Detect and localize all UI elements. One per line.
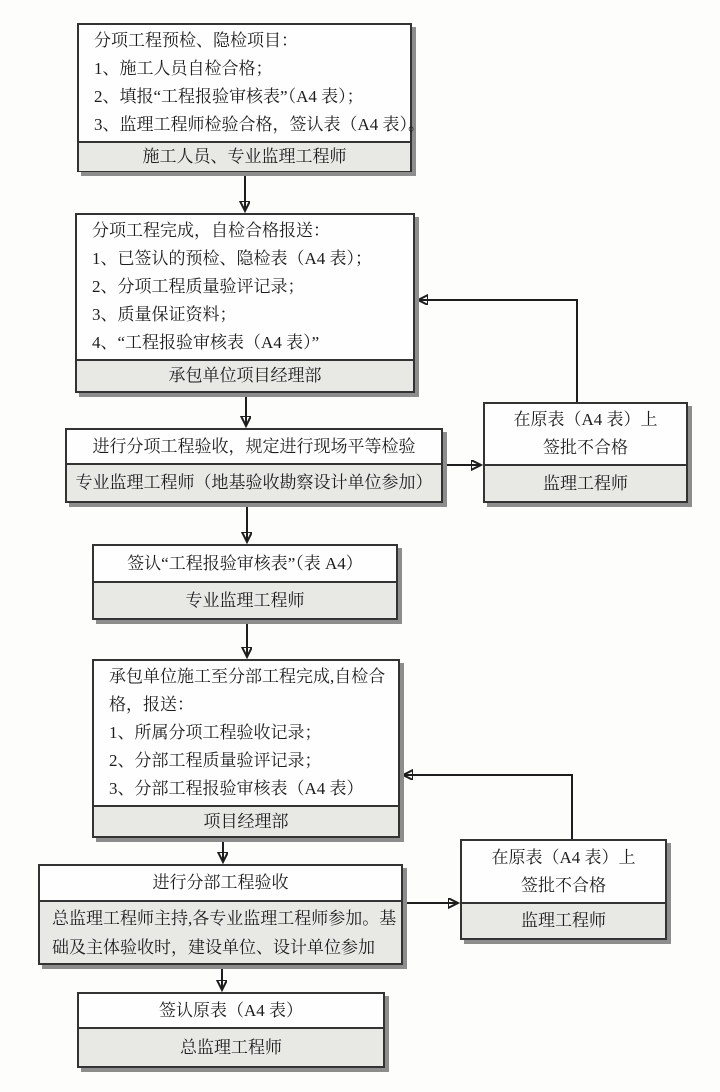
step-sign-review-form-box xyxy=(92,544,398,620)
text-line: 总监理工程师 xyxy=(180,1037,282,1057)
text-line: 2、填报“工程报验审核表”（A4 表）； xyxy=(94,87,364,106)
text-line: 1、所属分项工程验收记录； xyxy=(109,723,322,742)
step-subitem-complete-description xyxy=(77,215,413,359)
arrow-reject1-back-to-step2 xyxy=(419,300,577,402)
step-subitem-complete-responsible xyxy=(77,359,413,391)
text-line: 签批不合格 xyxy=(521,875,606,895)
text-line: 签认原表（A4 表） xyxy=(158,1000,304,1020)
reject-subdivision-responsible xyxy=(462,902,665,938)
text-line: 承包单位施工至分部工程完成,自检合 xyxy=(109,667,386,686)
step-subdivision-acceptance-responsible xyxy=(40,900,401,963)
text-line: 4、“工程报验审核表（A4 表）” xyxy=(92,333,320,352)
text-line: 项目经理部 xyxy=(203,811,289,831)
reject-subitem-box xyxy=(483,402,688,503)
reject-subdivision-description xyxy=(462,841,665,902)
step-subdivision-complete-responsible xyxy=(94,805,398,836)
text-line: 总监理工程师主持,各专业监理工程师参加。基 xyxy=(52,908,397,928)
text-line: 签认“工程报验审核表”（表 A4） xyxy=(127,553,363,573)
step-sign-review-form-responsible xyxy=(94,581,396,618)
step-subdivision-complete-description xyxy=(94,661,398,805)
text-line: 签批不合格 xyxy=(543,438,628,457)
text-line: 在原表（A4 表）上 xyxy=(513,410,658,429)
text-line: 2、分部工程质量验评记录； xyxy=(109,751,322,770)
text-line: 在原表（A4 表）上 xyxy=(491,847,636,867)
reject-subitem-responsible xyxy=(485,464,686,501)
text-line: 进行分部工程验收 xyxy=(152,873,289,892)
step-sign-review-form-description xyxy=(94,546,396,581)
text-line: 监理工程师 xyxy=(521,911,606,930)
reject-subitem-description xyxy=(485,404,686,464)
step-precheck-box xyxy=(77,23,426,172)
step-precheck-responsible xyxy=(79,141,410,171)
reject-subdivision-box xyxy=(460,839,667,940)
text-line: 进行分项工程验收，规定进行现场平等检验 xyxy=(92,436,416,456)
step-subdivision-complete-box xyxy=(92,659,400,838)
step-sign-original-form-description xyxy=(79,994,383,1027)
step-subdivision-acceptance-description xyxy=(40,866,401,900)
step-sign-original-form-responsible xyxy=(79,1027,383,1066)
text-line: 承包单位项目经理部 xyxy=(168,366,322,385)
text-line: 1、已签认的预检、隐检表（A4 表）； xyxy=(92,249,373,268)
step-subdivision-acceptance-box xyxy=(38,864,403,965)
text-line: 3、质量保证资料； xyxy=(92,305,237,324)
text-line: 3、监理工程师检验合格，签认表（A4 表）。 xyxy=(94,115,426,134)
text-line: 专业监理工程师 xyxy=(185,590,305,610)
text-line: 3、分部工程报验审核表（A4 表） xyxy=(109,779,364,798)
text-line: 分项工程预检、隐检项目： xyxy=(94,31,298,50)
text-line: 施工人员、专业监理工程师 xyxy=(142,147,347,166)
step-subitem-complete-box xyxy=(75,213,415,393)
step-subitem-acceptance-description xyxy=(67,430,441,463)
step-precheck-description xyxy=(79,25,426,141)
text-line: 础及主体验收时，建设单位、设计单位参加 xyxy=(52,937,375,957)
text-line: 专业监理工程师（地基验收勘察设计单位参加） xyxy=(75,473,433,492)
text-line: 1、施工人员自检合格； xyxy=(94,59,273,78)
step-subitem-acceptance-responsible xyxy=(67,463,441,501)
text-line: 分项工程完成，自检合格报送： xyxy=(92,221,330,240)
step-subitem-acceptance-box xyxy=(65,428,443,503)
text-line: 格，报送： xyxy=(109,695,194,714)
arrow-reject2-back-to-step5 xyxy=(404,775,572,839)
step-sign-original-form-box xyxy=(77,992,385,1068)
text-line: 监理工程师 xyxy=(543,473,628,493)
text-line: 2、分项工程质量验评记录； xyxy=(92,277,305,296)
